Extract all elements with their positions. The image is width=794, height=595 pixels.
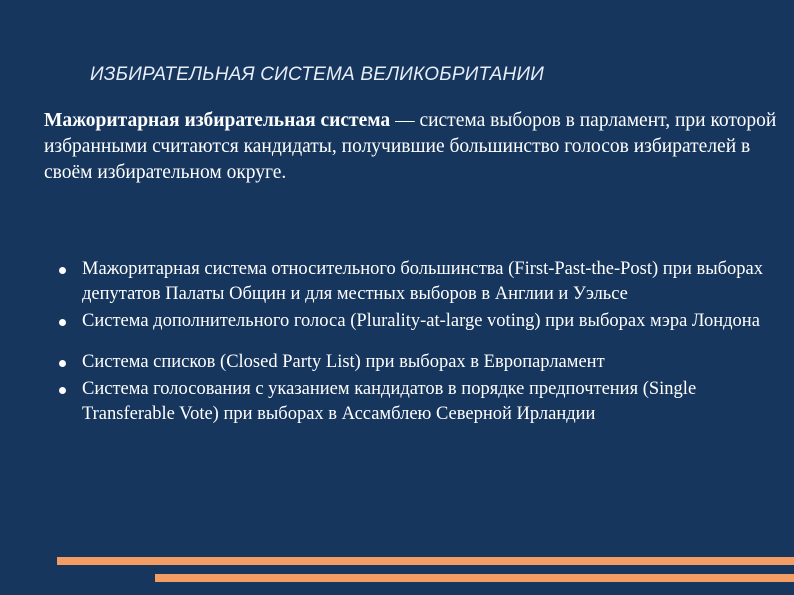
bullet-list	[56, 257, 786, 427]
definition-text: — система выборов в парламент, при которой избранными считаются кандидаты, получившие большинство голосов избирателей в своём избирательном округе.	[44, 110, 777, 183]
list-item	[56, 309, 786, 334]
list-item-text: Система голосования с указанием кандидатов в порядке предпочтения (Single Transferable Vote) при выборах в Ассамблею Северной Ирландии	[82, 379, 697, 424]
accent-bar-top	[57, 557, 794, 565]
list-item	[56, 350, 786, 375]
list-item-text: Мажоритарная система относительного большинства (First-Past-the-Post) при выборах депутатов Палаты Общин и для местных выборов в Англии и Уэльсе	[82, 259, 764, 304]
list-item-text: Система дополнительного голоса (Plurality-at-large voting) при выборах мэра Лондона	[82, 311, 760, 331]
bullet-dot-icon	[59, 360, 66, 367]
bullet-dot-icon	[59, 267, 66, 274]
list-item	[56, 257, 786, 307]
definition-term: Мажоритарная избирательная система	[44, 110, 391, 131]
bullet-dot-icon	[59, 319, 66, 326]
definition-paragraph	[44, 108, 784, 186]
accent-bar-bottom	[155, 574, 794, 582]
bullet-dot-icon	[59, 387, 66, 394]
list-item	[56, 377, 786, 427]
list-item-text: Система списков (Closed Party List) при выборах в Европарламент	[82, 352, 605, 372]
slide-title: ИЗБИРАТЕЛЬНАЯ СИСТЕМА ВЕЛИКОБРИТАНИИ	[90, 64, 545, 85]
